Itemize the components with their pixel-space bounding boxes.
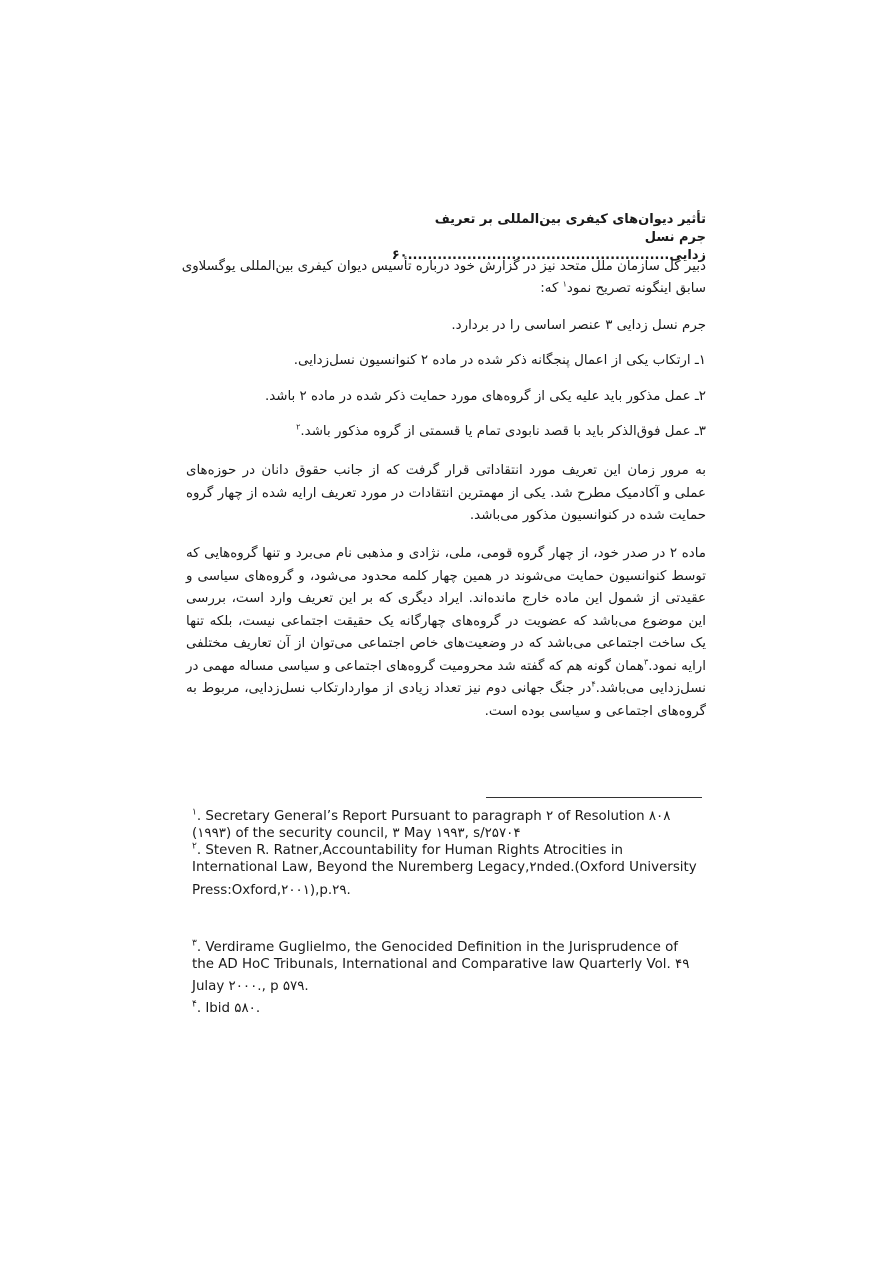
footnote-2-number: ۲ xyxy=(192,841,197,852)
footnote-ref-4[interactable]: ۴ xyxy=(591,679,596,689)
element-item-2: ۲ـ عمل مذکور باید علیه یکی از گروه‌های مورد حمایت ذکر شده در ماده ۲ باشد. xyxy=(264,389,706,404)
footnote-ref-2[interactable]: ۲ xyxy=(296,422,301,432)
footnote-1-number: ۱ xyxy=(192,807,197,818)
footnote-4 xyxy=(192,1000,712,1017)
footnote-3-text-1: Verdirame Guglielmo, the Genocided Definition in the Jurisprudence of xyxy=(205,940,678,955)
footnote-3-text-2: the AD HoC Tribunals, International and Comparative law Quarterly Vol. ۴۹ xyxy=(192,957,690,972)
footnote-separator xyxy=(486,797,702,798)
footnote-2 xyxy=(192,842,712,899)
footnote-3 xyxy=(192,939,712,995)
paragraph-criticism: به مرور زمان این تعریف مورد انتقاداتی قرار گرفت که از جانب حقوق دانان در حوزه‌های عملی و آکادمیک مطرح شد. یکی از مهمترین انتقادات در مورد تعریف ارایه شده از چهار گروه حمایت شده در کنوانسیون مذکور می‌باشد. xyxy=(186,463,706,523)
intro-line-2-text: سابق اینگونه تصریح نمود xyxy=(566,281,706,296)
intro-line-2-tail: که: xyxy=(540,281,563,296)
footnote-ref-1[interactable]: ۱ xyxy=(562,279,567,289)
footnote-ref-3[interactable]: ۳ xyxy=(643,657,649,667)
footnote-2-text-3: Press:Oxford,۲۰۰۱),p.۲۹. xyxy=(192,883,351,898)
footnote-1 xyxy=(192,808,712,842)
footnote-3-number: ۳ xyxy=(192,938,197,949)
footnote-1-text-1: Secretary General’s Report Pursuant to paragraph ۲ of Resolution ۸۰۸ xyxy=(205,809,671,824)
paragraph-article-2 xyxy=(186,543,706,723)
element-item-3-text: ۳ـ عمل فوق‌الذکر باید با قصد نابودی تمام یا قسمتی از گروه مذکور باشد. xyxy=(300,424,706,439)
footnote-2-line-1: $^۲$. Steven R. Ratner,Accountability for Human Rights Atrocities in xyxy=(192,841,623,858)
footnote-2-text-2: International Law, Beyond the Nuremberg Legacy,۲nded.(Oxford University xyxy=(192,860,697,875)
footnote-4-text-1: Ibid ۵۸۰. xyxy=(205,1001,261,1016)
intro-line-1: دبیر کل سازمان ملل متحد نیز در گزارش خود درباره تأسیس دیوان کیفری بین‌المللی یوگسلاوی xyxy=(181,259,706,274)
element-item-3 xyxy=(296,421,706,443)
footnote-3-text-3: Julay ۲۰۰۰., p ۵۷۹. xyxy=(192,979,309,994)
elements-intro: جرم نسل زدایی ۳ عنصر اساسی را در بردارد. xyxy=(451,318,706,333)
element-item-1: ۱ـ ارتکاب یکی از اعمال پنجگانه ذکر شده در ماده ۲ کنوانسیون نسل‌زدایی. xyxy=(293,353,706,368)
footnote-3-line-1: $^۳$. Verdirame Guglielmo, the Genocided Definition in the Jurisprudence of xyxy=(192,938,678,955)
intro-line-2 xyxy=(540,278,706,300)
footnote-2-text-1: Steven R. Ratner,Accountability for Human Rights Atrocities in xyxy=(205,843,623,858)
paragraph-article-2-part-3: در جنگ جهانی دوم نیز تعداد زیادی از مواردارتکاب نسل‌زدایی، مربوط به گروه‌های اجتماعی و سیاسی بوده است. xyxy=(186,681,706,719)
footnote-4-number: ۴ xyxy=(192,999,197,1010)
paragraph-article-2-part-2: همان گونه هم که گفته شد محرومیت گروه‌های اجتماعی و سیاسی مساله مهمی در نسل‌زدایی می‌باشد. xyxy=(186,658,706,696)
paragraph-article-2-part-1: ماده ۲ در صدر خود، از چهار گروه قومی، ملی، نژادی و مذهبی نام می‌برد و تنها گروه‌هایی که توسط کنوانسیون حمایت می‌شوند در همین چهار کلمه محدود می‌شود، و گروه‌های سیاسی و عقیدتی از شمول این ماده خارج مانده‌اند. ایراد دیگری که بر این تعریف وارد است، بررسی این موضوع می‌باشد که عضویت در گروه‌های چهارگانه یک حقیقت اجتماعی نیست، بلکه تنها یک ساخت اجتماعی می‌باشد که در وضعیت‌های خاص اجتماعی می‌توان از آن تعاریف مختلفی ارایه نمود. xyxy=(186,546,706,674)
footnote-1-text-2: (۱۹۹۳) of the security council, ۳ May ۱۹۹۳, s/۲۵۷۰۴ xyxy=(192,826,521,841)
footnote-1-line-1: $^۱$. Secretary General’s Report Pursuant to paragraph ۲ of Resolution ۸۰۸ xyxy=(192,807,671,824)
header-title-line-1: تأثیر دیوان‌های کیفری بین‌المللی بر تعریف جرم نسل xyxy=(434,212,706,245)
header-title-line-2: زدایی.....................................................۶۰ xyxy=(391,248,706,263)
footnote-4-line-1: $^۴$. Ibid ۵۸۰. xyxy=(192,999,261,1016)
